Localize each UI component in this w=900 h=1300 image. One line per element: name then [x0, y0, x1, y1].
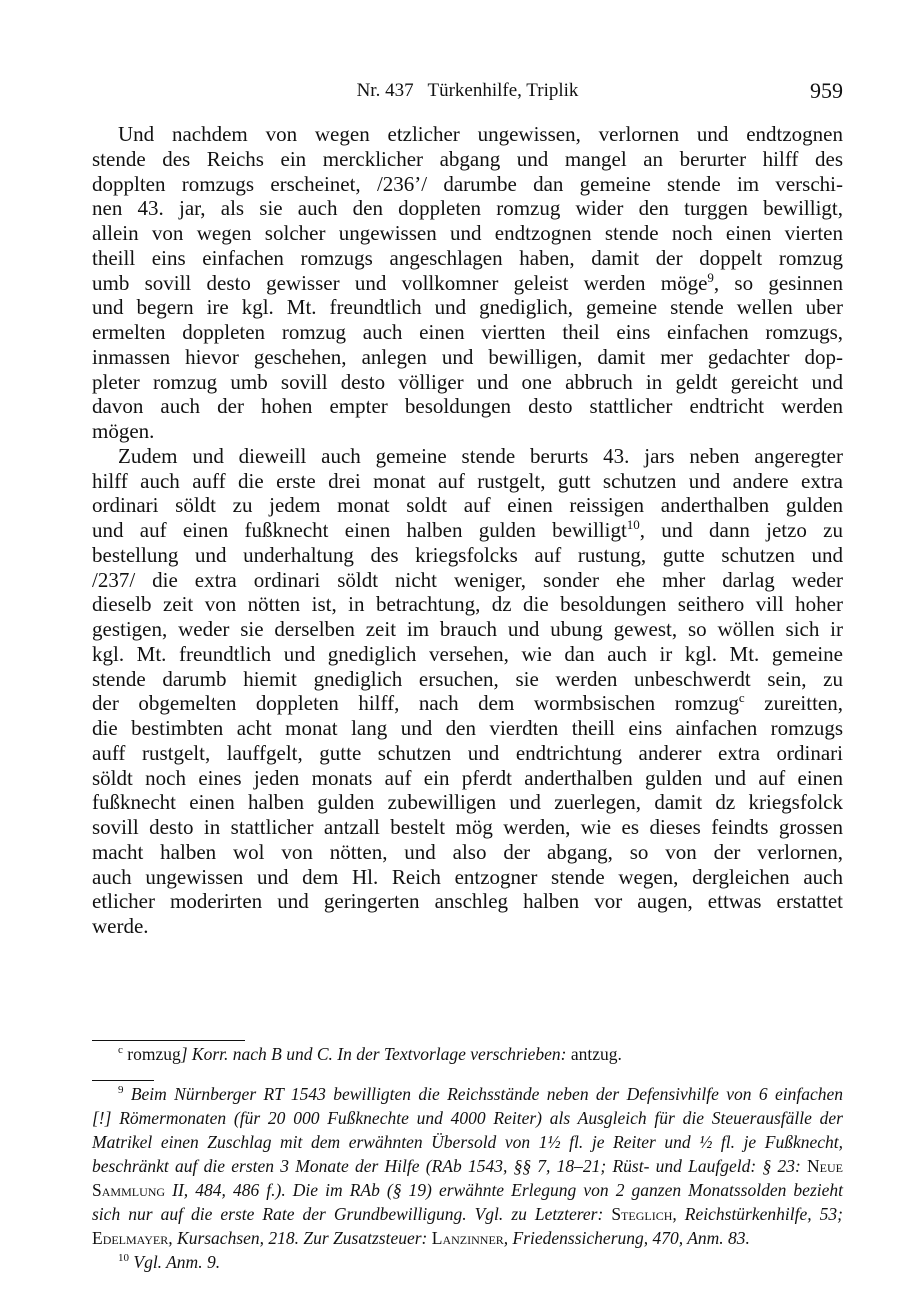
text-run: die bestimbten acht monat lang und den vierdten theill eins ainfachen romzugs	[92, 716, 843, 740]
text-run: werde.	[92, 914, 149, 938]
text-line	[92, 518, 843, 543]
italic-text: Matrikel einen Zuschlag mit dem erwähnten Übersold von 1½ fl. je Reiter und ½ fl. je Fußknecht,	[92, 1132, 843, 1152]
text-line	[92, 221, 843, 246]
text-line	[92, 815, 843, 840]
author-name: Sammlung	[92, 1180, 166, 1200]
footnote-line	[92, 1178, 843, 1202]
text-line	[92, 667, 843, 692]
footnote-line	[92, 1202, 843, 1226]
text-line	[92, 691, 843, 716]
text-run: pleter romzug umb sovill desto völliger und one abbruch in geldt gereicht und	[92, 369, 843, 394]
footnote-marker: 9	[707, 269, 714, 285]
running-title: Nr. 437 Türkenhilfe, Triplik	[356, 80, 579, 101]
text-run: Zudem und dieweill auch gemeine stende berurts 43. jars neben angeregter	[118, 443, 843, 468]
text-run: Und nachdem von wegen etzlicher ungewissen, verlornen und endtzognen	[118, 122, 843, 146]
text-line	[92, 469, 843, 494]
text-run: dieselb zeit von nötten ist, in betrachtung, dz die besoldungen seithero vill hoher	[92, 592, 843, 617]
author-name: Edelmayer	[92, 1228, 169, 1248]
italic-text: Beim Nürnberger RT 1543 bewilligten die Reichsstände neben der Defensivhilfe von 6 einfachen	[123, 1084, 843, 1104]
text-run: zureitten,	[744, 691, 843, 716]
text-line	[92, 444, 843, 469]
text-run: gestigen, weder sie derselben zeit im brauch und ubung gewest, so wöllen sich ir	[92, 617, 843, 641]
text-line	[92, 419, 843, 444]
text-line	[92, 370, 843, 395]
footnote-line	[92, 1250, 843, 1274]
text-run: söldt noch eines jeden monats auf ein pferdt anderthalben gulden und auf einen	[92, 765, 843, 790]
text-line	[92, 493, 843, 518]
italic-text: [!] Römermonaten (für 20 000 Fußknechte und 4000 Reiter) als Ausgleich für die Steuerausfälle der	[92, 1108, 843, 1128]
text-line	[92, 568, 843, 593]
text-line	[92, 766, 843, 791]
text-run: etlicher moderirten und geringerten anschleg halben vor augen, ettwas erstattet	[92, 889, 843, 914]
footnote-marker: c	[738, 690, 745, 706]
text-run: dopplten romzugs erscheinet, /236’/ darumbe dan gemeine stende im verschi-	[92, 171, 843, 196]
text-line	[92, 840, 843, 865]
text-line	[92, 172, 843, 197]
text-line	[92, 790, 843, 815]
text-run: antzug.	[570, 1044, 622, 1064]
footnote-marker: c	[118, 1044, 123, 1056]
text-run: kgl. Mt. freundtlich und gnediglich versehen, wie dan auch ir kgl. Mt. gemeine	[92, 641, 843, 666]
text-run: romzug	[122, 1044, 181, 1064]
text-run: /237/ die extra ordinari söldt nicht weniger, sonder ehe mher darlag weder	[92, 567, 843, 592]
text-run: hilff auch auff die erste drei monat auf rustgelt, gutt schutzen und andere extra	[92, 468, 843, 493]
text-line	[92, 271, 843, 296]
text-line	[92, 345, 843, 370]
italic-text: sich nur auf die erste Rate der Grundbewilligung. Vgl. zu Letzterer:	[92, 1204, 612, 1224]
text-run: und begern ire kgl. Mt. freundtlich und gnediglich, gemeine stende wellen uber	[92, 295, 843, 320]
text-run: und auf einen fußknecht einen halben gulden bewilligt	[92, 518, 627, 542]
page-number: 959	[810, 78, 843, 103]
footnote-marker: 9	[118, 1084, 124, 1096]
text-line	[92, 246, 843, 271]
text-run: bestellung und underhaltung des kriegsfolcks auf rustung, gutte schutzen und	[92, 542, 843, 567]
text-line	[92, 394, 843, 419]
italic-text: , Reichstürkenhilfe, 53;	[672, 1204, 843, 1224]
text-line	[92, 147, 843, 172]
text-run: stende darumb hiemit gnediglich ersuchen, sie werden unbeschwerdt sein, zu	[92, 666, 843, 691]
footnote-rule	[92, 1080, 154, 1081]
footnote-line	[92, 1130, 843, 1154]
text-line	[92, 617, 843, 642]
text-run: theill eins einfachen romzugs angeschlagen haben, damit der doppelt romzug	[92, 245, 843, 270]
footnote-line	[92, 1106, 843, 1130]
footnote-line	[92, 1042, 843, 1066]
text-line	[92, 320, 843, 345]
footnote-line	[92, 1226, 843, 1250]
author-name: Steglich	[611, 1204, 673, 1224]
text-line	[92, 543, 843, 568]
text-run: macht halben wol von nötten, und also der abgang, so von der verlornen,	[92, 839, 843, 864]
author-name: Lanzinner	[431, 1228, 504, 1248]
text-run: allein von wegen solcher ungewissen und endtzognen stende noch einen vierten	[92, 221, 843, 245]
italic-text: II, 484, 486 f.). Die im RAb (§ 19) erwähnte Erlegung von 2 ganzen Monatssolden bezieht	[165, 1180, 843, 1200]
footnote-line	[92, 1154, 843, 1178]
footnote-marker: 10	[118, 1252, 129, 1264]
textual-apparatus	[92, 1042, 843, 1066]
italic-text: , Friedenssicherung, 470, Anm. 83.	[503, 1228, 750, 1248]
author-name: Neue	[807, 1156, 843, 1176]
text-run: mögen.	[92, 419, 155, 443]
text-run: stende des Reichs ein mercklicher abgang und mangel an berurter hilff des	[92, 146, 843, 171]
text-run: der obgemelten doppleten hilff, nach dem wormbsischen romzug	[92, 691, 739, 716]
text-run: , und dann jetzo zu	[639, 518, 844, 542]
text-run: auff rustgelt, lauffgelt, gutte schutzen und endtrichtung anderer extra ordinari	[92, 740, 843, 765]
footnote-rule	[92, 1040, 245, 1041]
footnote-marker: 10	[626, 517, 640, 532]
text-run: umb sovill desto gewisser und vollkomner geleist werden möge	[92, 270, 708, 295]
text-line	[92, 889, 843, 914]
text-line	[92, 122, 843, 147]
italic-text: ] Korr. nach B und C. In der Textvorlage verschrieben:	[180, 1044, 571, 1064]
italic-text: , Kursachsen, 218. Zur Zusatzsteuer:	[168, 1228, 432, 1248]
text-line	[92, 642, 843, 667]
text-run: ordinari söldt zu jedem monat soldt auf einen reissigen anderthalben gulden	[92, 493, 843, 518]
text-line	[92, 914, 843, 939]
italic-text: beschränkt auf die ersten 3 Monate der Hilfe (RAb 1543, §§ 7, 18–21; Rüst- und Laufgeld: § 23:	[92, 1156, 808, 1176]
text-run: davon auch der hohen empter besoldungen desto stattlicher endtricht werden	[92, 394, 843, 419]
text-run: fußknecht einen halben gulden zubewilligen und zuerlegen, damit dz kriegsfolck	[92, 790, 843, 815]
text-run: inmassen hievor geschehen, anlegen und bewilligen, damit mer gedachter dop-	[92, 344, 843, 369]
footnotes	[92, 1082, 843, 1274]
text-line	[92, 865, 843, 890]
text-line	[92, 196, 843, 221]
footnote-line	[92, 1082, 843, 1106]
text-run: auch ungewissen und dem Hl. Reich entzogner stende wegen, dergleichen auch	[92, 864, 843, 889]
running-header	[92, 78, 843, 106]
text-run: ermelten doppleten romzug auch einen viertten theil eins einfachen romzugs,	[92, 320, 843, 344]
text-run: , so gesinnen	[713, 270, 843, 295]
italic-text: Vgl. Anm. 9.	[129, 1252, 221, 1272]
text-line	[92, 592, 843, 617]
main-text	[92, 122, 843, 939]
text-line	[92, 716, 843, 741]
text-line	[92, 741, 843, 766]
text-run: sovill desto in stattlicher antzall bestelt mög werden, wie es dieses feindts grossen	[92, 815, 843, 839]
text-run: nen 43. jar, als sie auch den doppleten romzug wider den turggen bewilligt,	[92, 196, 843, 221]
text-line	[92, 295, 843, 320]
